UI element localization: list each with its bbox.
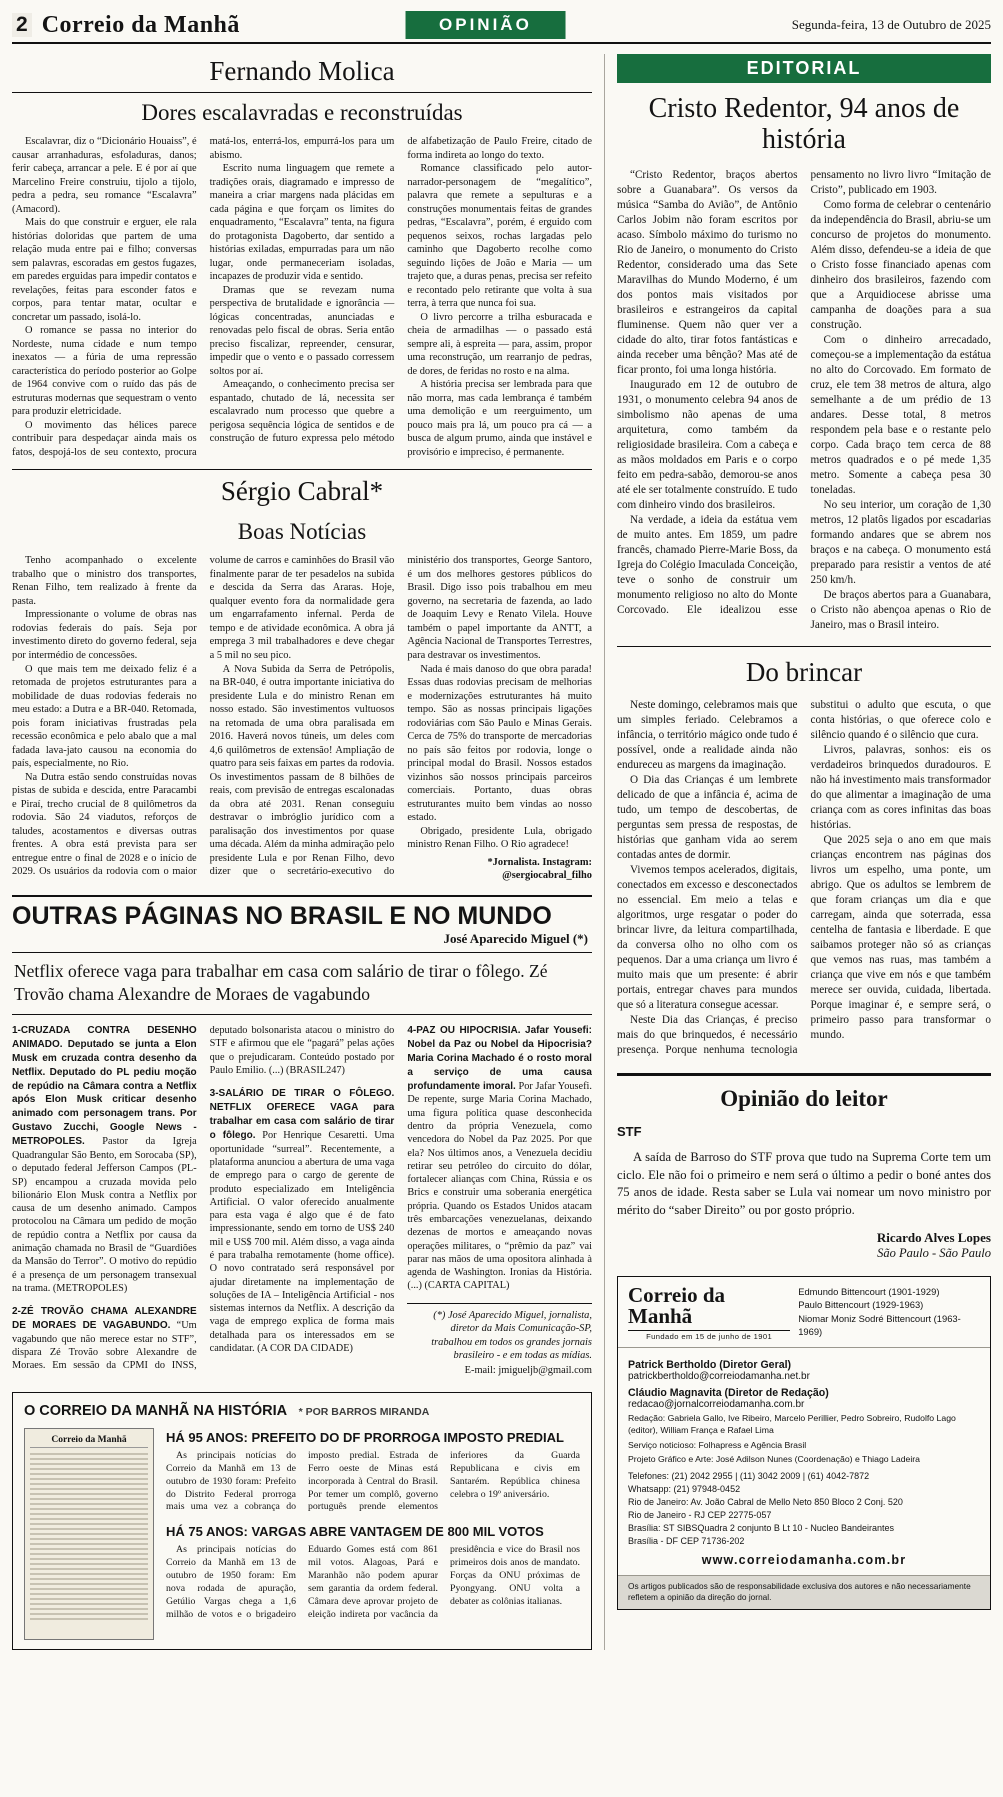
editorial-body (617, 168, 991, 633)
news-item-head: 4-PAZ OU HIPOCRISIA. Jafar Yousefi: Nobel da Paz ou Nobel da Hipocrisia? Maria Corina Machado é o rosto moral a serviço de uma causa profundamente imoral. (407, 1025, 592, 1092)
bsb-address: Brasília: ST SIBSQuadra 2 conjunto B Lt 10 - Nucleo Bandeirantes (628, 1523, 894, 1534)
news-item-head: 1-CRUZADA CONTRA DESENHO ANIMADO. Deputado se junta a Elon Musk em cruzada contra desenho da Netflix. Deputado do PL pediu moção de repúdio na Câmara contra a Netflix após Elon Musk criticar desenho animado com personagem trans. Por Gustavo Zucchi, Google News - METROPOLES. (12, 1025, 197, 1148)
historical-front-page-image (24, 1428, 154, 1640)
website-link[interactable]: www.correiodamanha.com.br (701, 1553, 907, 1568)
historical-image-masthead: Correio da Manhã (30, 1435, 148, 1448)
expediente-disclaimer: Os artigos publicados são de responsabilidade exclusiva dos autores e não necessariamente refletem a opinião da direção do jornal. (618, 1575, 990, 1608)
left-column (12, 54, 604, 1650)
footnote-email[interactable]: E-mail: jmigueljb@gmail.com (464, 1365, 592, 1377)
right-column (604, 54, 991, 1650)
historia-item-text (166, 1544, 580, 1622)
news-item (210, 1087, 395, 1355)
whatsapp-line: Whatsapp: (21) 97948-0452 (628, 1483, 741, 1494)
leitor-location: São Paulo - São Paulo (877, 1246, 991, 1261)
article-fernando-molica (12, 54, 592, 459)
historia-item-heading: HÁ 95 ANOS: PREFEITO DO DF PRORROGA IMPOSTO PREDIAL (166, 1429, 564, 1445)
leitor-topic: STF (617, 1123, 642, 1139)
founder: Paulo Bittencourt (1929-1963) (798, 1299, 924, 1311)
article-author: Fernando Molica (12, 54, 592, 93)
paragraph: Inaugurado em 12 de outubro de 1931, o monumento celebra 94 anos de simbolismo não apenas de uma arquitetura, como também da religiosidade brasileira. Com a cabeça e as mãos moldados em Paris e o corpo feito em pedra-sabão, demorou-se anos até ele ser totalmente construído. E tudo com dinheiro vindo dos brasileiros. (617, 378, 798, 511)
paragraph: Obrigado, presidente Lula, obrigado ministro Renan Filho. O Rio agradece! (407, 825, 592, 851)
contact-block (628, 1470, 980, 1548)
news-item-body: Por Jafar Yousefi. De repente, surge Maria Corina Machado, uma figura política quase desconhecida dentro da própria Venezuela, como vencedora do Nobel da Paz 2025. Por que ela? Nos últimos anos, a Venezuela decidiu retirar seu petróleo do circuito do dólar, fortalecer alianças com China, Rússia e os Brics e construir uma soberania energética própria. Quando os Estados Unidos atacam três embarcações venezuelanas, deixando dezenas de mortos e ameaçando novas operações militares, o “prêmio da paz” vai parar nas mãos de uma opositora alinhada à agenda de Washington. Ironias da História. (...) (CARTA CAPITAL) (407, 1080, 592, 1292)
paragraph: Como forma de celebrar o centenário da independência do Brasil, abriu-se um concurso de projetos do monumento. Além disso, defendeu-se a ideia de que o Cristo fosse financiado apenas com dinheiro dos brasileiros, fazendo com que a Arquidiocese abrisse uma campanha de doações para a sua construção. (810, 198, 991, 331)
footnote-text: (*) José Aparecido Miguel, jornalista, diretor da Mais Comunicação-SP, trabalhou em todos os grandes jornais brasileiro - e em todas as mídias. (431, 1309, 592, 1361)
news-item (407, 1024, 592, 1293)
staff-line: Redação: Gabriela Gallo, Ive Ribeiro, Marcelo Perillier, Pedro Sobreiro, Rudolfo Lago (editor), William França e Rafael Lima (628, 1413, 956, 1436)
paragraph: O livro percorre a trilha esburacada e cheia de armadilhas — o passado está sempre ali, à espreita — para, assim, propor uma reconstrução, um rearranjo de pedras, de dores, de feridas no rosto e na alma. (407, 311, 592, 377)
news-item-body: “Um vagabundo que não merece estar no STF”, dispara Zé Trovão sobre Alexandre de Moraes. Em sessão da CPMI do INSS, deputado bolsonarista atacou o ministro do STF e afirmou que ele “pagará” pelas ações que o prejudicaram. Conteúdo postado por Paulo Emilio. (...) (BRASIL247) (12, 1025, 395, 1372)
article-title: Boas Notícias (237, 519, 367, 545)
historia-items (166, 1428, 580, 1640)
wire-line: Serviço noticioso: Folhapress e Agência Brasil (628, 1439, 807, 1450)
founder: Edmundo Bittencourt (1901-1929) (798, 1286, 940, 1298)
page-content (12, 54, 991, 1650)
brincar-body (617, 698, 991, 1058)
paragraph: Tenho acompanhado o excelente trabalho que o ministro dos transportes, Renan Filho, tem realizado à frente da pasta. (12, 555, 197, 607)
editor-email[interactable]: redacao@jornalcorreiodamanha.com.br (628, 1399, 805, 1411)
article-body (12, 554, 592, 882)
paragraph: As principais notícias do Correio da Manhã em 13 de outubro de 1950 foram: Em nova rodada de apuração, Getúlio Vargas chega a 1,6 milhão de votos e o brigadeiro Eduardo Gomes está com 861 mil votos. Alagoas, Pará e Maranhão não podem apurar sem garantia da ordem federal. Câmara deve aprovar projeto de eleição indireta por vacância da presidência e vice do Brasil nos primeiros dois anos de mandato. Forças da ONU próximas de Pyongyang. ONU volta a debater as colônias italianas. (166, 1544, 580, 1620)
section-opiniao-do-leitor (617, 1073, 991, 1262)
section-badge: OPINIÃO (405, 11, 566, 39)
paragraph: Ameaçando, o conhecimento precisa ser espantado, chutado de lá, necessita ser escalavrado num processo que quebre a perigosa sequência lógica de sentidos e de construção de futuro expressa pelo método de alfabetização de Paulo Freire, citado de forma indireta ao longo do texto. (209, 136, 592, 445)
paragraph: Na verdade, a ideia da estátua vem de muito antes. Em 1859, um padre francês, chamado Pierre-Marie Boss, da Igreja do Colégio Imaculada Conceição, teve o sonho de construir um monumento religioso no alto do Monte Corcovado. Ele idealizou esse pensamento no livro livro “Imitação de Cristo”, publicado em 1903. (617, 168, 991, 616)
editorial-title: Cristo Redentor, 94 anos de história (648, 93, 960, 156)
article-body (12, 135, 592, 459)
historical-image-texture (30, 1453, 148, 1621)
expediente-founded: Fundado em 15 de junho de 1901 (628, 1330, 790, 1341)
director-name: Patrick Bertholdo (Diretor Geral) (628, 1359, 792, 1372)
historia-title: O CORREIO DA MANHÃ NA HISTÓRIA (24, 1402, 288, 1419)
author-signature: *Jornalista. Instagram: @sergiocabral_filho (487, 856, 592, 882)
paragraph: O que mais tem me deixado feliz é a retomada de projetos estruturantes para a mobilidade de duas rodovias federais no meu estado: a Dutra e a BR-040. Retomada, pois foram iniciativas frustradas pela recessão econômica e pelo abalo que a mal fadada lava-jato causou na economia do país, especialmente, no Rio. (12, 663, 197, 770)
news-item-body: Pastor da Igreja Quadrangular São Bento, em Sorocaba (SP), o deputado federal Jefferson Campos (PL-SP) encampou a cruzada movida pelo bilionário Elon Musk contra a Netflix por causa de um desenho animado. Campos protocolou na Câmara um pedido de moção de repúdio contra a Netflix por causa da animação chamada no Brasil de “Guardiões da Mansão do Terror”. O motivo do repúdio é a presença de um personagem transexual na trama. (METROPOLES) (12, 1136, 197, 1294)
section-byline: José Aparecido Miguel (*) (443, 930, 588, 946)
news-item-head: 3-SALÁRIO DE TIRAR O FÔLEGO. NETFLIX OFERECE VAGA para trabalhar em casa com salário de tirar o fôlego. (209, 1088, 395, 1141)
page-header (12, 8, 991, 44)
news-item (12, 1024, 197, 1295)
paragraph: Impressionante o volume de obras nas rodovias federais do país. Seja por investimento direto do governo federal, seja por intermédio de concessões. (12, 609, 197, 661)
page-number: 2 (12, 13, 32, 37)
historia-item (166, 1524, 580, 1622)
paragraph: O Dia das Crianças é um lembrete delicado de que a infância é, acima de tudo, um tempo de descobertas, de perguntas sem pressa de respostas, de histórias que ganham vida ao serem contadas antes de dormir. (617, 773, 798, 861)
expediente-header (618, 1277, 990, 1348)
paragraph: De braços abertos para a Guanabara, o Cristo não abençoa apenas o Rio de Janeiro, mas o Brasil inteiro. (810, 588, 991, 631)
paragraph: Mais do que construir e erguer, ele rala histórias doloridas que partem de uma relação muda entre pai e filho; conversas sem palavras, escoradas em gestos fugazes, em paredes erguidas para impedir contatos e revelações, feitas para esconder fatos e corpos, para tentar matar, ocultar e concretar um passado, isolá-lo. (12, 217, 197, 323)
edition-date: Segunda-feira, 13 de Outubro de 2025 (791, 17, 991, 32)
article-title: Dores escalavradas e reconstruídas (141, 100, 463, 125)
paragraph: Que 2025 seja o ano em que mais crianças encontrem nas páginas dos livros um espelho, uma ponte, um abrigo. Que os adultos se lembrem de que foram crianças um dia e que carregam, ainda que soterrada, essa centelha de fantasia e liberdade. E que saibamos proteger não só as crianças que vemos nas ruas, mas também a criança que vive em nós e que também merece ser ouvida, cuidada, libertada. Porque imaginar é, e sempre será, o primeiro passo para transformar o mundo. (810, 833, 991, 1041)
article-author: Sérgio Cabral* (220, 476, 384, 507)
founder: Niomar Moniz Sodré Bittencourt (1963-1969) (798, 1312, 961, 1337)
paragraph: Neste domingo, celebramos mais que um simples feriado. Celebramos a infância, o território mágico onde tudo é possível, onde a realidade ainda não endureceu as margens da imaginação. (617, 698, 798, 771)
section-expediente (617, 1276, 991, 1609)
section-editorial (617, 54, 991, 633)
section-do-brincar (617, 646, 991, 1058)
brincar-title: Do brincar (745, 656, 863, 687)
historia-header (24, 1402, 580, 1420)
section-title: OUTRAS PÁGINAS NO BRASIL E NO MUNDO (12, 901, 552, 930)
paragraph: Com o dinheiro arrecadado, começou-se a implementação da estátua no alto do Corcovado. Em formato de cruz, ele tem 38 metros de altura, algo semelhante a de um prédio de 13 andares. Desse total, 8 metros respondem pela base e o restante pelo corpo. Cada braço tem cerca de 88 metros quadrados e o pé mede 1,35 metro. Somente a cabeça pesa 30 toneladas. (810, 333, 991, 496)
rio-address-cep: Rio de Janeiro - RJ CEP 22775-057 (628, 1510, 772, 1521)
historia-item-heading: HÁ 75 ANOS: VARGAS ABRE VANTAGEM DE 800 MIL VOTOS (166, 1524, 544, 1540)
masthead: Correio da Manhã (41, 11, 240, 38)
phones-line: Telefones: (21) 2042 2955 | (11) 3042 2009 | (61) 4042-7872 (628, 1470, 870, 1481)
paragraph: O romance se passa no interior do Nordeste, numa cidade e num tempo inexatos — a fúria de uma repressão característica do período posterior ao Golpe de 1964 convive com o ruído das pás de estruturas modernas que sequestram o vento para produzir eletricidade. (12, 325, 197, 418)
section-footnote (407, 1303, 592, 1378)
paragraph: Dramas que se revezam numa perspectiva de brutalidade e ignorância — lógicas concentradas, anunciadas e renovadas pelo fiscal de obras. Seria então preciso fiscalizar, repreender, censurar, impedir que o vento e o passado corressem soltos por aí. (209, 284, 395, 377)
editorial-badge: EDITORIAL (617, 54, 991, 83)
paragraph: Livros, palavras, sonhos: eis os verdadeiros brinquedos duradouros. E não há investimento mais transformador do que alimentar a imaginação de uma criança com as cores infinitas das boas histórias. (810, 743, 991, 831)
paragraph: Nada é mais danoso do que obra parada! Essas duas rodovias precisam de melhorias e modernizações estruturantes há muito tempo. São as nossas principais ligações rodoviárias com São Paulo e Minas Gerais. Cerca de 75% do transporte de mercadorias no país são feitos por rodovia, longe o principal modal do Brasil. Nossos estados vizinhos são nossos principais parceiros comerciais. Portanto, duas obras estruturantes muito bem vindas ao nosso estado. (407, 663, 592, 824)
design-line: Projeto Gráfico e Arte: José Adilson Nunes (Coordenação) e Thiago Ladeira (628, 1453, 921, 1464)
news-item-body: Por Henrique Cesaretti. Uma oportunidade “surreal”. Recentemente, a plataforma anunciou a abertura de uma vaga de emprego para o cargo de gerente de produto especializado em Inteligência Artificial. O valor oferecido anualmente para esta vaga é algo que é de fato impressionante, sendo em torno de US$ 240 mil e US$ 700 mil. Além disso, a vaga ainda é para trabalha remotamente (home office). O novo contratado será responsável por ajudar diretamente na implementação de soluções de IA – Inteligência Artificial - nos sistemas internos da Netflix. A descrição da vaga de emprego explica de forma mais detalhada para os interessados em se candidatar. (A COR DA CIDADE) (209, 1129, 395, 1354)
paragraph: “Cristo Redentor, braços abertos sobre a Guanabara”. Os versos da música “Samba do Avião”, de Antônio Carlos Jobim não foram escritos por acaso. Símbolo máximo do turismo no Rio de Janeiro, o monumento do Cristo Redentor, considerado uma das Sete Maravilhas do Mundo Moderno, é um dos pontos mais visitados por brasileiros e estrangeiros da capital fluminense. Quem não quer ver a cidade do alto, tirar fotos fantásticas e ainda receber uma bênção? Mas até de ficar pronto, foi uma longa história. (617, 168, 798, 376)
paragraph: As principais notícias do Correio da Manhã em 13 de outubro de 1930 foram: Prefeito do Distrito Federal prorroga mais uma vez a cobrança do imposto predial. Estrada de Ferro oeste de Minas está incorporada à Central do Brasil. Por temer um complô, governo português prende elementos inferiores da Guarda Republicana e civis em Santarém. República chinesa celebra o 19º aniversário. (166, 1449, 580, 1513)
expediente-logo-block (628, 1285, 790, 1341)
expediente-body (618, 1348, 990, 1575)
paragraph: Neste Dia das Crianças, é preciso mais do que brinquedos, é necessário presença. Porque nenhuma tecnologia substitui o adulto que escuta, o que conta histórias, o que oferece colo e silêncio quando é o silêncio que cura. (617, 698, 991, 1056)
paragraph: Vivemos tempos acelerados, digitais, conectados em excesso e desconectados no essencial. Em meio a telas e algoritmos, urge resgatar o poder do brincar livre, da leitura compartilhada, da conversa olho no olho com os pequenos. Dar a uma criança um livro é muito mais que um presente: é abrir portais, entregar chaves para mundos que só a literatura consegue acessar. (617, 863, 798, 1011)
paragraph: No seu interior, um coração de 1,30 metros, 12 platôs ligados por escadarias formando andares que se abrem nos braços e na cabeça. O monumento está preparado para resistir a ventos de até 250 km/h. (810, 498, 991, 586)
paragraph: Na Dutra estão sendo construídas novas pistas de subida e descida, entre Paracambi e Piraí, trecho crucial de 8 quilômetros da rodovia. São 24 viadutos, reforços de taludes, acostamentos e diversas outras frentes. A obra está prevista para ser entregue entre o final de 2028 e o início de 2029. Os usuários da rodovia com o maior volume de carros e caminhões do Brasil vão finalmente parar de ter pesadelos na subida e descida da Serra das Araras. Hoje, qualquer evento fora da normalidade gera um engarrafamento infernal. Perda de tempo e de atividade econômica. A obra já emprega 3 mil trabalhadores e deve chegar a 5 mil no seu pico. (12, 555, 395, 878)
section-body (12, 1024, 592, 1378)
leitor-body: A saída de Barroso do STF prova que tudo na Suprema Corte tem um ciclo. Ele não foi o primeiro e nem será o último a pedir o boné antes dos 75 anos de idade. Resta saber se Lula vai nomear um novo ministro por mérito do “saber Direito” ou por gosto próprio. (617, 1149, 991, 1218)
article-sergio-cabral (12, 469, 592, 882)
paragraph: Escrito numa linguagem que remete a tradições orais, diagramado e impresso de maneira a criar margens nada plácidas em cada página e que forçam os limites do enquadramento, “Escalavra” tenta, na figura do protagonista Dagoberto, dar sentido a histórias exiladas, empurradas para um não lugar, onde permaneceriam isoladas, incapazes de produzir vida e sentido. (209, 163, 395, 283)
paragraph: Romance classificado pelo autor-narrador-personagem de “megalítico”, palavra que remete a sepulturas e a construções monumentais feitas de grandes pedras, “Escalavra”, porém, é erguido com pequenos seixos, rochas largadas pelo caminho que Dagoberto recolhe como seguindo lições de João e Maria — um trajeto que, a duras penas, precisa ser refeito e recontado pelo retirante que volta à sua terra, à terra que nunca foi sua. (407, 163, 592, 310)
paragraph: A Nova Subida da Serra de Petrópolis, na BR-040, é outra importante iniciativa do presidente Lula e do ministro Renan em nosso estado. São investimentos vultuosos na retomada de uma obra paralisada em 2016. Haverá novos túneis, um deles com 4,6 quilômetros de extensão! Ampliação de quatro para seis faixas em partes da rodovia. Os investimentos passam de 8 bilhões de reais, com previsão de entregas escalonadas da obra até 2031. Renan conseguiu destravar o imbróglio jurídico com a paralisação dos investimentos por quase uma década. Além da minha admiração pelo presidente Lula e por Renan Filho, devo dizer que o secretário-executivo do ministério dos transportes, George Santoro, é um dos melhores gestores públicos do Brasil. Digo isso pois trabalhou em meu governo, na secretaria de fazenda, ao lado de Joaquim Levy e Renato Vilela. Houve também o papel importante da ANTT, a Agência Nacional de Transportes Terrestres, para destravar os investimentos. (209, 555, 592, 878)
paragraph: A história precisa ser lembrada para que não morra, mas cada lembrança é também uma demolição e um reerguimento, um pouco mais pra lá, um pouco pra cá — a busca de algum prumo, ainda que instável e provisório e impreciso, é permanente. (407, 379, 592, 458)
director-email[interactable]: patrickbertholdo@correiodamanha.net.br (628, 1371, 810, 1383)
section-historia (12, 1392, 592, 1650)
section-headline: Netflix oferece vaga para trabalhar em casa com salário de tirar o fôlego. Zé Trovão chama Alexandre de Moraes de vagabundo (12, 952, 592, 1015)
bsb-address-cep: Brasília - DF CEP 71736-202 (628, 1536, 745, 1547)
leitor-signature: Ricardo Alves Lopes (876, 1230, 991, 1246)
leitor-title: Opinião do leitor (720, 1085, 888, 1111)
historia-byline: * POR BARROS MIRANDA (298, 1405, 430, 1418)
editor-name: Cláudio Magnavita (Diretor de Redação) (628, 1387, 829, 1400)
rio-address: Rio de Janeiro: Av. João Cabral de Mello Neto 850 Bloco 2 Conj. 520 (628, 1497, 903, 1507)
paragraph: Escalavrar, diz o “Dicionário Houaiss”, é causar arranhaduras, esfoladuras, danos; ferir cabeça, arrancar a pele. E é por aí que Marcelino Freire construiu, tijolo a tijolo, pedra a pedra, seu romance “Escalavra” (Amacord). (12, 136, 197, 215)
historia-item (166, 1430, 580, 1515)
paragraph: O movimento das hélices parece contribuir para despedaçar ainda mais os fatos, despojá-los de seu contexto, procura matá-los, enterrá-los, empurrá-los para um abismo. (12, 136, 395, 458)
news-item-head: 2-ZÉ TROVÃO CHAMA ALEXANDRE DE MORAES DE VAGABUNDO. (12, 1306, 197, 1331)
historia-item-text (166, 1450, 580, 1515)
expediente-masthead: Correio da Manhã (628, 1283, 726, 1329)
section-outras-paginas (12, 895, 592, 1378)
expediente-founders (798, 1285, 980, 1341)
